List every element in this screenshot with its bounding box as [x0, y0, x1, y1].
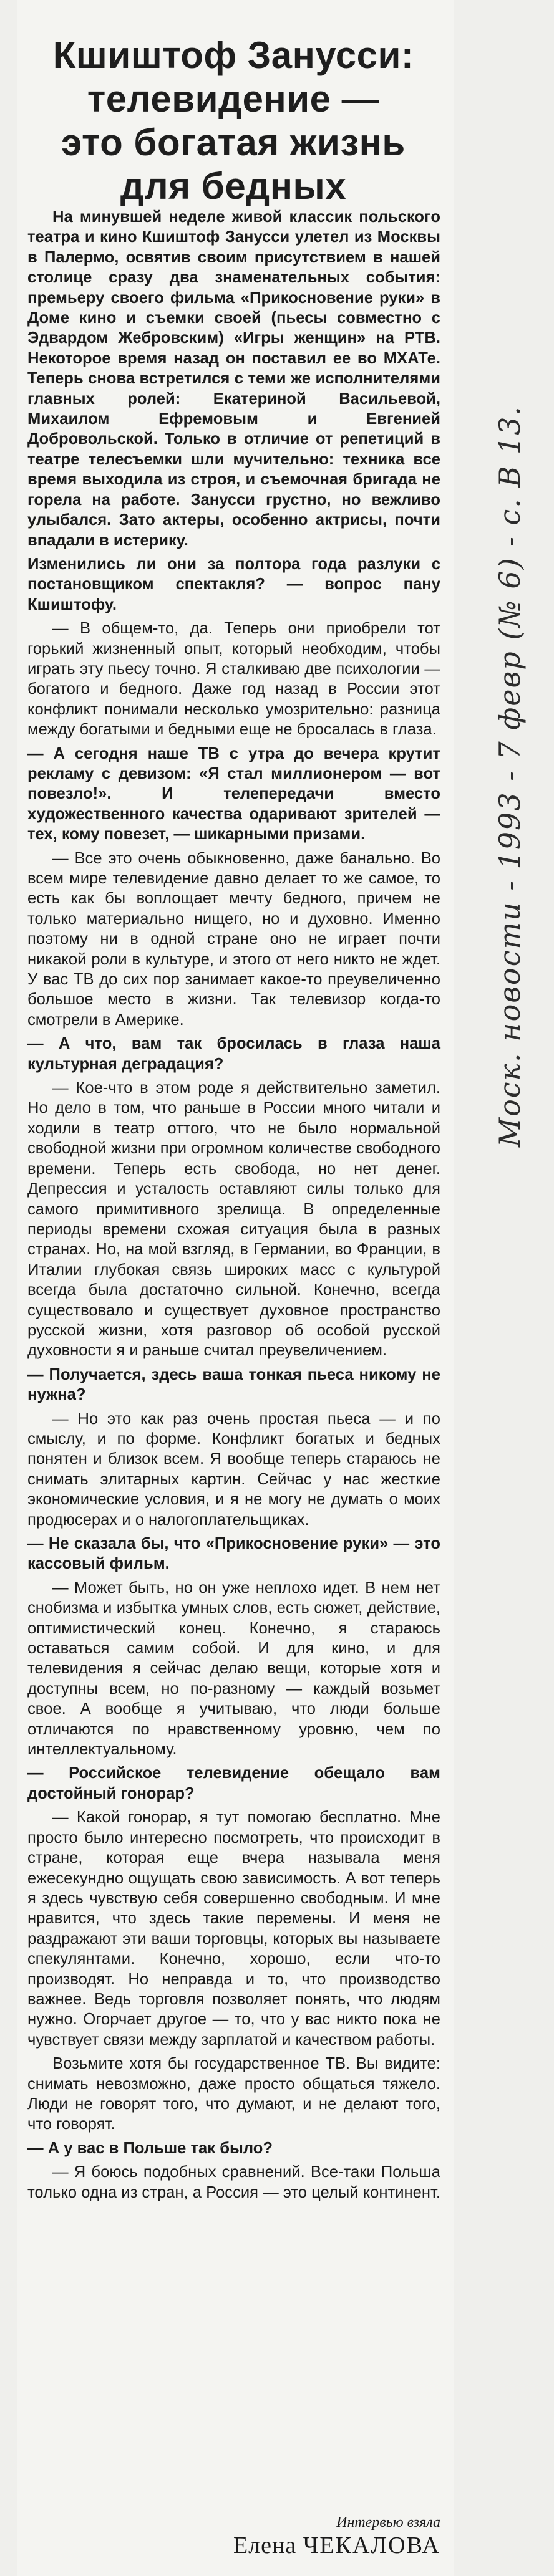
- interview-question: — А у вас в Польше так было?: [27, 2139, 273, 2157]
- author-name: [187, 2531, 440, 2560]
- interview-paragraphs: [27, 618, 440, 2203]
- interview-answer: — Но это как раз очень простая пьеса — и по смыслу, и по форме. Конфликт богатых и бедных понятен и близок всем. Я вообще теперь стараюсь не снимать элитарных картин. Сейчас у нас жесткие экономические условия, и я не могу не думать о моих продюсерах и о налогоплательщиках.: [27, 1410, 440, 1529]
- article-headline: [25, 34, 442, 208]
- interview-answer: — В общем-то, да. Теперь они приобрели тот горький жизненный опыт, который необходим, чтобы играть эту пьесу точно. Я сталкиваю две психологии — богатого и бедного. Даже год назад в России этот конфликт понимали несколько умозрительно: разница между богатыми и бедными еще не бросалась в глаза.: [27, 620, 440, 739]
- interview-answer: Возьмите хотя бы государственное ТВ. Вы видите: снимать невозможно, даже просто общаться тяжело. Люди не говорят того, что думают, и не делают того, что говорят.: [27, 2055, 440, 2133]
- interview-question: — А что, вам так бросилась в глаза наша культурная деградация?: [27, 1035, 440, 1073]
- interview-answer: — Какой гонорар, я тут помогаю бесплатно. Мне просто было интересно посмотреть, что происходит в стране, которая еще вчера называла меня ежесекундно ощущать свою зависимость. А вот теперь я здесь чувствую себя совершенно свободным. И мне нравится, что здесь такие перемены. И меня не раздражают эти ваши торговцы, которых вы называете спекулянтами. Конечно, хорошо, если что-то производят. Но неправда и то, что производство важнее. Ведь торговля позволяет понять, что людям нужно. Огорчает другое — то, что у вас никто пока не чувствует связи между зарплатой и качеством работы.: [27, 1809, 440, 2049]
- interview-question: — Получается, здесь ваша тонкая пьеса никому не нужна?: [27, 1365, 440, 1404]
- handwritten-annotation: Моск. новости - 1993 - 7 февр (№ 6) - с. В 13.: [493, 405, 527, 1147]
- article-body: [27, 207, 440, 2206]
- interview-answer: — Может быть, но он уже неплохо идет. В нем нет снобизма и избытка умных слов, есть сюжет, действие, оптимистический конец. Конечно, я стараюсь оставаться самим собой. И для кино, и для телевидения я сейчас делаю вещи, которые хотя и доступны всем, но по-разному — каждый возьмет свое. А вообще я учитываю, что люди больше отличаются по нравственному уровню, чем по интеллектуальному.: [27, 1579, 440, 1759]
- headline-line: для бедных: [120, 165, 347, 208]
- article-credit: [187, 2514, 440, 2560]
- headline-line: Кшиштоф Занусси:: [52, 34, 414, 77]
- interview-question: — А сегодня наше ТВ с утра до вечера крутит рекламу с девизом: «Я стал миллионером — вот повезло!». И телепередачи вместо художественного качества одаривают зрителей — тех, кому повезет, — шикарными призами.: [27, 744, 440, 843]
- interview-answer: — Я боюсь подобных сравнений. Все-таки Польша только одна из стран, а Россия — это целый континент.: [27, 2163, 440, 2201]
- credit-prefix: Интервью взяла: [336, 2514, 440, 2530]
- intro-question: Изменились ли они за полтора года разлуки с постановщиком спектакля? — вопрос пану Кшиштофу.: [27, 555, 440, 613]
- headline-line: телевидение —: [87, 78, 380, 120]
- interview-answer: — Все это очень обыкновенно, даже банально. Во всем мире телевидение давно делает то же самое, то есть как бы воплощает мечту бедного, причем не только материально нищего, но и духовно. Именно поэтому ни в одной стране оно не играет почти никакой роли в культуре, и этого от него никто не ждет. У вас ТВ до сих пор занимает какое-то преувеличенно большое место в жизни. Так телевизор когда-то смотрели в Америке.: [27, 849, 440, 1029]
- interview-question: — Не сказала бы, что «Прикосновение руки» — это кассовый фильм.: [27, 1535, 440, 1573]
- author-first-name: Елена: [233, 2532, 297, 2559]
- interview-answer: — Кое-что в этом роде я действительно заметил. Но дело в том, что раньше в России много читали и ходили в театр оттого, что не было нормальной свободной жизни при огромном количестве свободного времени. Теперь есть свобода, но нет денег. Депрессия и усталость оставляют силы только для самого примитивного зрелища. В определенные периоды времени схожая ситуация была в разных странах. Но, на мой взгляд, в Германии, во Франции, в Италии глубокая связь широких масс с культурой всегда была достаточно сильной. Конечно, всегда существовало и существует духовное пространство русской жизни, хотя разговор об особой русской духовности я и раньше считал преувеличением.: [27, 1079, 440, 1360]
- headline-line: это богатая жизнь: [61, 122, 406, 164]
- author-last-name: ЧЕКАЛОВА: [303, 2532, 440, 2559]
- article-lead: На минувшей неделе живой классик польского театра и кино Кшиштоф Занусси улетел из Москвы в Палермо, освятив своим присутствием в нашей столице сразу два знаменательных события: премьеру своего фильма «Прикосновение руки» в Доме кино и съемки своей (пьесы совместно с Эдвардом Жебровским) «Игры женщин» на РТВ. Некоторое время назад он поставил ее во МХАТе. Теперь снова встретился с теми же исполнителями главных ролей: Екатериной Васильевой, Михаилом Ефремовым и Евгенией Добровольской. Только в отличие от репетиций в театре телесъемки шли мучительно: техника все время выходила из строя, и съемочная бригада не горела на работе. Занусси грустно, но вежливо улыбался. Зато актеры, особенно актрисы, почти впадали в истерику.: [27, 208, 440, 549]
- interview-question: — Российское телевидение обещало вам достойный гонорар?: [27, 1764, 440, 1802]
